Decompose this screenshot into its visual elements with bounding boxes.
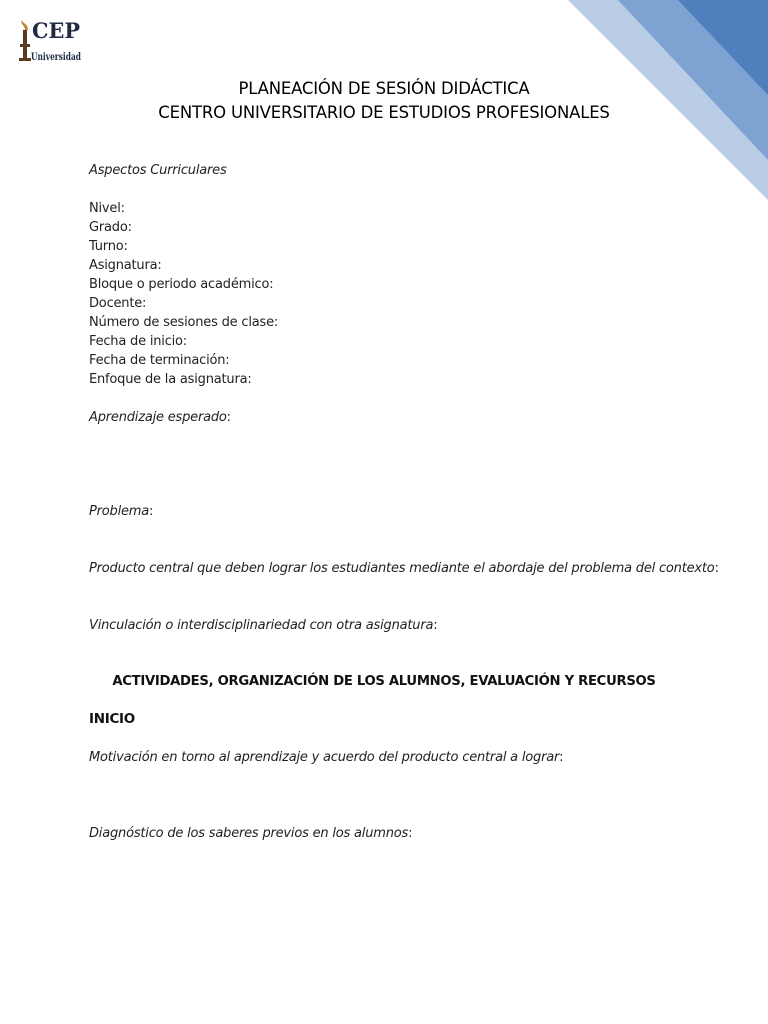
inicio-heading: INICIO <box>89 711 135 727</box>
colon: : <box>408 826 413 841</box>
field-grado: Grado: <box>89 220 132 235</box>
colon: : <box>714 561 719 576</box>
colon: : <box>226 410 231 425</box>
curricular-heading: Aspectos Curriculares <box>89 163 227 178</box>
document-subtitle: CENTRO UNIVERSITARIO DE ESTUDIOS PROFESIONALES <box>158 103 610 122</box>
aprendizaje-label: Aprendizaje esperado <box>89 410 227 425</box>
aprendizaje-esperado <box>89 408 231 427</box>
cep-logo <box>16 14 82 66</box>
field-fecha-terminacion: Fecha de terminación: <box>89 353 230 368</box>
vinculacion-label: Vinculación o interdisciplinariedad con otra asignatura <box>89 618 434 633</box>
field-sesiones: Número de sesiones de clase: <box>89 315 279 330</box>
field-fecha-inicio: Fecha de inicio: <box>89 334 187 349</box>
logo-sub: Universidad <box>31 52 82 63</box>
diagnostico-label: Diagnóstico de los saberes previos en los alumnos <box>89 826 409 841</box>
problema <box>89 502 153 521</box>
vinculacion <box>89 616 437 635</box>
producto-label: Producto central que deben lograr los estudiantes mediante el abordaje del problema del contexto <box>89 561 715 576</box>
motivacion-label: Motivación en torno al aprendizaje y acuerdo del producto central a lograr <box>89 750 560 765</box>
activities-heading: ACTIVIDADES, ORGANIZACIÓN DE LOS ALUMNOS, EVALUACIÓN Y RECURSOS <box>112 674 656 689</box>
motivacion <box>89 748 563 767</box>
colon: : <box>149 504 154 519</box>
problema-label: Problema <box>89 504 150 519</box>
field-asignatura: Asignatura: <box>89 258 162 273</box>
field-turno: Turno: <box>89 239 128 254</box>
torch-icon <box>19 20 31 61</box>
colon: : <box>559 750 564 765</box>
logo-brand: CEP <box>32 18 81 43</box>
field-nivel: Nivel: <box>89 201 125 216</box>
curricular-fields <box>89 199 278 389</box>
field-enfoque: Enfoque de la asignatura: <box>89 372 252 387</box>
document-title: PLANEACIÓN DE SESIÓN DIDÁCTICA <box>238 79 530 98</box>
field-bloque: Bloque o periodo académico: <box>89 277 274 292</box>
producto-central <box>89 559 719 578</box>
diagnostico <box>89 824 412 843</box>
field-docente: Docente: <box>89 296 147 311</box>
colon: : <box>433 618 438 633</box>
